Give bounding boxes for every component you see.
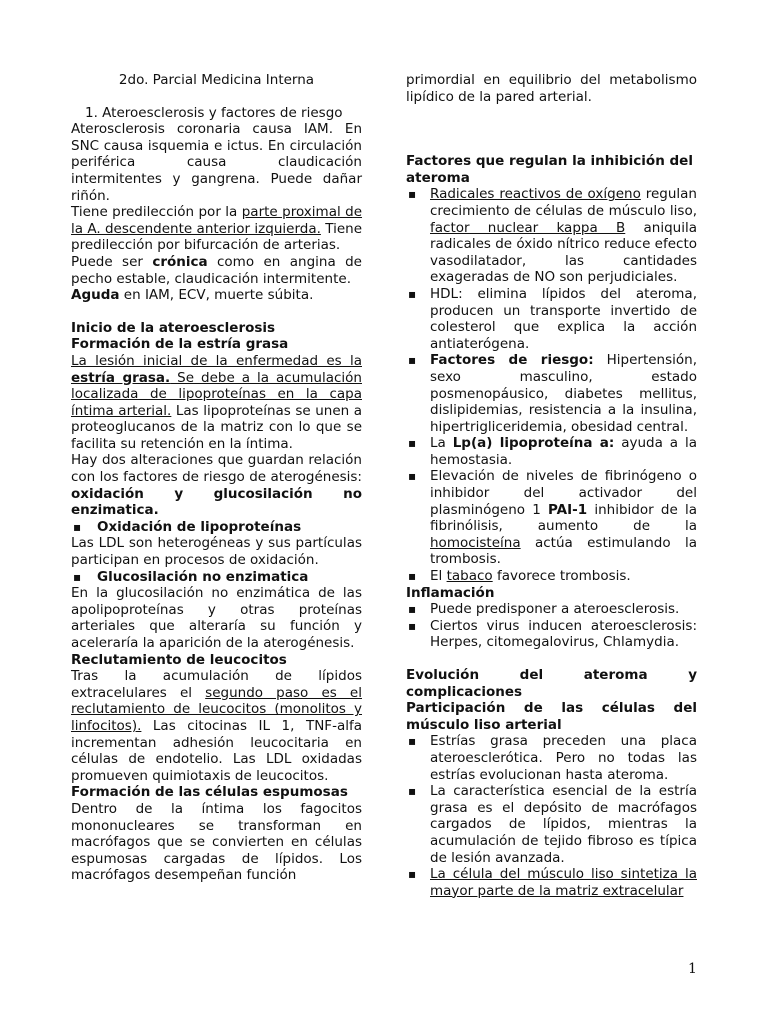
document-title: 2do. Parcial Medicina Interna [118, 72, 315, 88]
paragraph-predileccion: Tiene predilección por la parte proximal de la A. descendente anterior izquierda. Tiene predilección por bifurcación de arterias. [71, 204, 363, 254]
heading-factores-inhibicion: Factores que regulan la inhibición del ateroma [406, 153, 693, 186]
list-item: ▪ Radicales reactivos de oxígeno regulan crecimiento de células de músculo liso, factor nuclear kappa B aniquila radicales de óxido nítrico reduce efecto vasodilatador, las cantidades exageradas de NO son perjudiciales. [406, 186, 697, 286]
heading-celulas-espumosas: Formación de las células espumosas [71, 784, 348, 801]
list-item: ▪ La célula del músculo liso sintetiza la mayor parte de la matriz extracelular [406, 866, 697, 899]
list-item: ▪ El tabaco favorece trombosis. [406, 568, 697, 585]
list-item: ▪ Estrías grasa preceden una placa ateroesclerótica. Pero no todas las estrías evolucionan hasta ateroma. [406, 733, 697, 783]
paragraph-cronica-aguda: Puede ser crónica como en angina de pecho estable, claudicación intermitente. Aguda en IAM, ECV, muerte súbita. [71, 253, 362, 304]
heading-evolucion: Evolución del ateroma y complicaciones [406, 667, 697, 700]
list-item: ▪ Ciertos virus inducen ateroesclerosis: Herpes, citomegalovirus, Chlamydia. [406, 618, 697, 651]
heading-participacion: Participación de las células del músculo liso arterial [406, 700, 697, 733]
paragraph-continuation: primordial en equilibrio del metabolismo lipídico de la pared arterial. [406, 72, 697, 105]
heading-oxidacion: ▪ Oxidación de lipoproteínas [71, 519, 362, 536]
paragraph-glucosilacion: En la glucosilación no enzimática de las apolipoproteínas y otras proteínas arteriales que alteraría su función y aceleraría la aparición de la aterogénesis. [71, 585, 362, 651]
evolucion-list [406, 733, 697, 899]
factores-list [406, 186, 697, 584]
page-number: 1 [688, 961, 697, 977]
left-column [71, 72, 362, 884]
paragraph-oxidacion: Las LDL son heterogéneas y sus partículas participan en procesos de oxidación. [71, 535, 362, 569]
list-item: ▪ Elevación de niveles de fibrinógeno o inhibidor del activador del plasminógeno 1 PAI-1 inhibidor de la fibrinólisis, aumento de la homocisteína actúa estimulando la trombosis. [406, 468, 697, 568]
paragraph-reclutamiento: Tras la acumulación de lípidos extracelulares el segundo paso es el reclutamiento de leucocitos (monolitos y linfocitos). Las citocinas IL 1, TNF-alfa incrementan adhesión leucocitaria en células de endotelio. Las LDL oxidadas promueven quimiotaxis de leucocitos. [71, 668, 362, 784]
list-item: ▪ La Lp(a) lipoproteína a: ayuda a la hemostasia. [406, 435, 697, 468]
paragraph-celulas-espumosas: Dentro de la íntima los fagocitos mononucleares se transforman en macrófagos que se convierten en células espumosas cargadas de lípidos. Los macrófagos desempeñan función [71, 800, 362, 884]
list-item: ▪ Factores de riesgo: Hipertensión, sexo masculino, estado posmenopáusico, diabetes mellitus, dislipidemias, resistencia a la insulina, hipertrigliceridemia, obesidad central. [406, 352, 697, 435]
heading-glucosilacion: ▪ Glucosilación no enzimatica [71, 569, 362, 586]
heading-inflamacion: Inflamación [406, 584, 495, 601]
list-item: ▪ La característica esencial de la estría grasa es el depósito de macrófagos cargados de lípidos, mientras la acumulación de tejido fibroso es típica de lesión avanzada. [406, 783, 697, 866]
list-item: ▪ HDL: elimina lípidos del ateroma, producen un transporte invertido de colesterol que explica la acción antiaterógena. [406, 286, 697, 352]
inflamacion-list [406, 601, 697, 651]
list-item: ▪ Puede predisponer a ateroesclerosis. [406, 601, 697, 618]
section-1-heading: 1. Ateroesclerosis y factores de riesgo [85, 104, 343, 121]
heading-estria-grasa: Formación de la estría grasa [71, 336, 289, 353]
paragraph-alteraciones: Hay dos alteraciones que guardan relación con los factores de riesgo de aterogénesis: oxidación y glucosilación no enzimatica. [71, 452, 362, 519]
paragraph-aterosclerosis: Aterosclerosis coronaria causa IAM. En SNC causa isquemia e ictus. En circulación periférica causa claudicación intermitentes y gangrena. Puede dañar riñón. [71, 121, 362, 204]
heading-inicio: Inicio de la ateroesclerosis [71, 319, 276, 336]
right-column [406, 72, 697, 899]
heading-reclutamiento: Reclutamiento de leucocitos [71, 651, 287, 668]
paragraph-estria-grasa: La lesión inicial de la enfermedad es la estría grasa. Se debe a la acumulación localizada de lipoproteínas en la capa íntima arterial. Las lipoproteínas se unen a proteoglucanos de la matriz con lo que se facilita su retención en la íntima. [71, 352, 362, 452]
